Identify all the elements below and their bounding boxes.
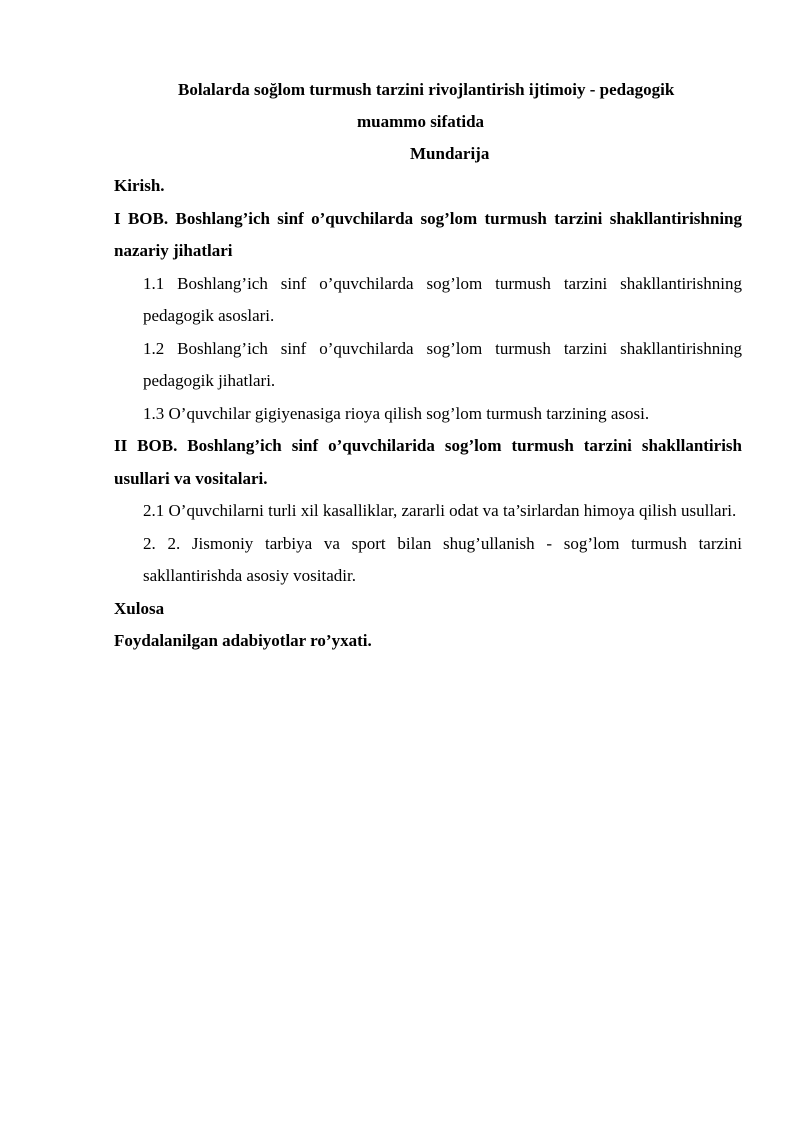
toc-entry-section-1-2: 1.2 Boshlang’ich sinf o’quvchilarda sog’lom turmush tarzini shakllantirishning pedagogik jihatlari.	[143, 338, 742, 390]
toc-heading: Mundarija	[410, 144, 490, 163]
document-title	[114, 74, 742, 138]
toc-entry-section-1-1: 1.1 Boshlang’ich sinf o’quvchilarda sog’lom turmush tarzini shakllantirishning pedagogik asoslari.	[143, 273, 742, 325]
toc-entry-chapter-1: I BOB. Boshlang’ich sinf o’quvchilarda sog’lom turmush tarzini shakllantirishning nazariy jihatlari	[114, 208, 742, 260]
toc-entry-chapter-2: II BOB. Boshlang’ich sinf o’quvchilarida sog’lom turmush tarzini shakllantirish usullari va vositalari.	[114, 436, 742, 488]
toc-entry-section-2-1: 2.1 O’quvchilarni turli xil kasalliklar, zararli odat va ta’sirlardan himoya qilish usullari.	[143, 501, 737, 520]
document-page	[114, 74, 742, 658]
title-line-1: Bolalarda soğlom turmush tarzini rivojlantirish ijtimoiy - pedagogik	[178, 80, 675, 99]
toc-entry-references: Foydalanilgan adabiyotlar ro’yxati.	[114, 631, 372, 650]
table-of-contents	[114, 170, 742, 658]
title-line-2: muammo sifatida	[357, 112, 485, 131]
toc-entry-conclusion: Xulosa	[114, 598, 165, 618]
toc-entry-section-2-2: 2. 2. Jismoniy tarbiya va sport bilan shug’ullanish - sog’lom turmush tarzini sakllantirishda asosiy vositadir.	[143, 533, 742, 585]
toc-entry-section-1-3: 1.3 O’quvchilar gigiyenasiga rioya qilish sog’lom turmush tarzining asosi.	[143, 403, 650, 423]
toc-entry-introduction: Kirish.	[114, 176, 165, 195]
